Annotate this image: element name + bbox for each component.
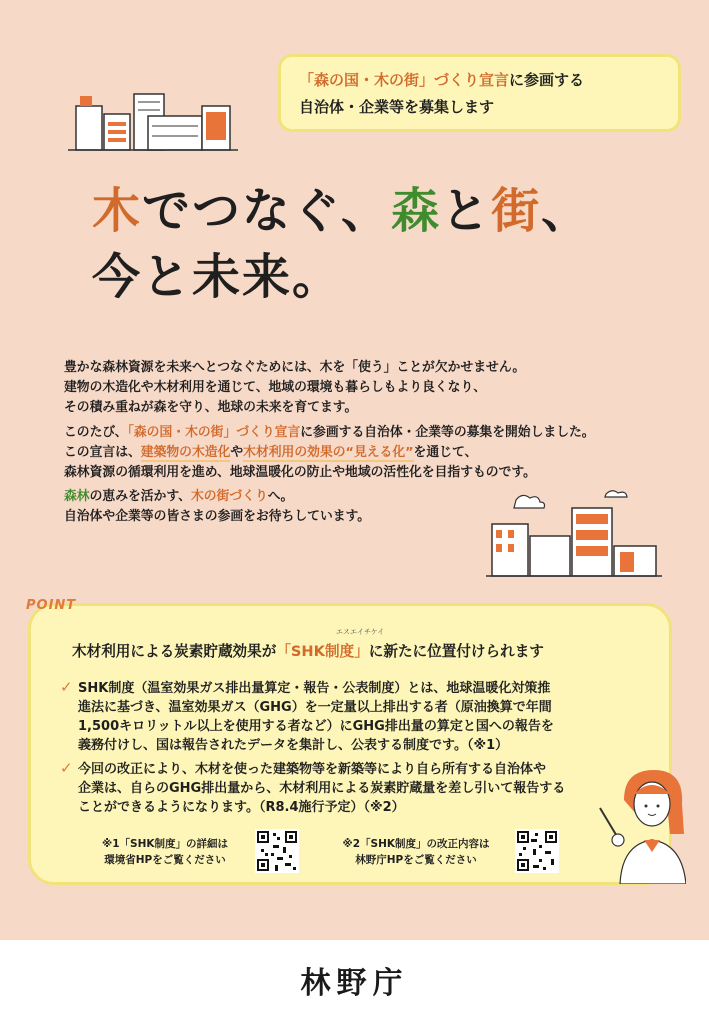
shk-ruby: エスエイチケイ <box>336 628 385 636</box>
intro-line: 豊かな森林資源を未来へとつなぐためには、木を「使う」ことが欠かせません。 <box>64 360 526 375</box>
announcement-paragraph-line2: この宣言は、建築物の木造化や木材利用の効果の“見える化”を通じて、 <box>64 445 478 460</box>
check-icon: ✓ <box>60 678 73 696</box>
intro-paragraph <box>64 358 664 418</box>
point-item-line: 義務付けし、国は報告されたデータを集計し、公表する制度です。（※1） <box>78 738 509 753</box>
point-item-line: SHK制度（温室効果ガス排出量算定・報告・公表制度）とは、地球温暖化対策推 <box>78 681 551 696</box>
check-icon: ✓ <box>60 759 73 777</box>
point-item-line: 企業は、自らのGHG排出量から、木材利用による炭素貯蔵量を差し引いて報告する <box>78 781 566 796</box>
announcement-line1: 「森の国・木の街」づくり宣言に参画する <box>299 71 585 89</box>
forestry-agency-logo: 林野庁 <box>300 966 409 1001</box>
qr-code-forestry-agency[interactable] <box>515 829 559 873</box>
headline-line1: 木でつなぐ、森と街、 <box>92 183 592 239</box>
announcement-line2: 自治体・企業等を募集します <box>299 98 495 116</box>
intro-line: その積み重ねが森を守り、地球の未来を育てます。 <box>64 400 358 415</box>
closing-paragraph-line2: 自治体や企業等の皆さまの参画をお待ちしています。 <box>64 509 371 524</box>
presenter-illustration <box>594 760 686 884</box>
note-line: 環境省HPをご覧ください <box>104 854 226 866</box>
announcement-paragraph-line1: このたび、「森の国・木の街」づくり宣言に参画する自治体・企業等の募集を開始しました。 <box>64 425 595 440</box>
point-item-revision <box>78 760 638 817</box>
closing-paragraph-line1: 森林の恵みを活かす、木の街づくりへ。 <box>64 489 294 504</box>
note-forestry-agency <box>318 836 514 868</box>
point-item-line: ことができるようになります。（R8.4施行予定）（※2） <box>78 800 405 815</box>
point-tag: POINT <box>26 598 77 613</box>
announcement-paragraph-line3: 森林資源の循環利用を進め、地球温暖化の防止や地域の活性化を目指すものです。 <box>64 465 536 480</box>
note-line: 林野庁HPをご覧ください <box>355 854 477 866</box>
point-item-line: 今回の改正により、木材を使った建築物等を新築等により自ら所有する自治体や <box>78 762 547 777</box>
city-buildings-illustration <box>68 92 238 152</box>
announcement-box <box>278 54 681 132</box>
announcement-paragraph <box>64 423 664 483</box>
headline-line2: 今と未来。 <box>92 249 343 305</box>
point-title: 木材利用による炭素貯蔵効果が「SHK制度」に新たに位置付けられます <box>72 643 544 660</box>
note-line: ※1「SHK制度」の詳細は <box>102 838 228 850</box>
point-item-line: 1,500キロリットル以上を使用する者など）にGHG排出量の算定と国への報告を <box>78 719 554 734</box>
point-item-line: 進法に基づき、温室効果ガス（GHG）を一定量以上排出する者（原油換算で年間 <box>78 700 552 715</box>
wooden-buildings-illustration <box>486 490 662 580</box>
note-line: ※2「SHK制度」の改正内容は <box>342 838 490 850</box>
intro-line: 建物の木造化や木材利用を通じて、地域の環境も暮らしもより良くなり、 <box>64 380 487 395</box>
headline <box>92 178 591 310</box>
point-item-shk <box>78 679 638 755</box>
note-env-ministry <box>74 836 256 868</box>
qr-code-env-ministry[interactable] <box>255 829 299 873</box>
